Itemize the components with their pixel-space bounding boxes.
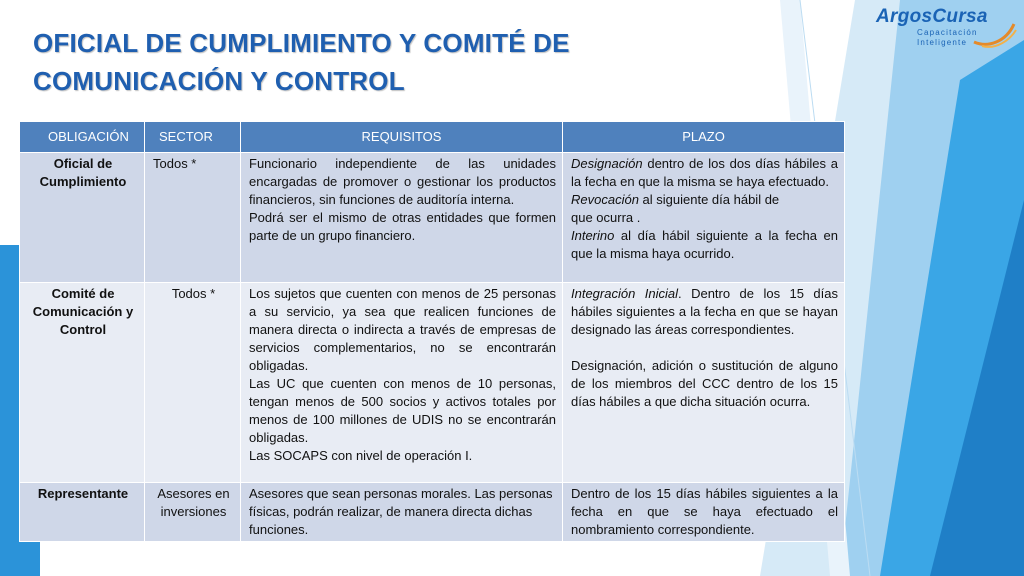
cell-plazo: Dentro de los 15 días hábiles siguientes a la fecha en que se haya efectuado el nombramiento correspondiente. [563,483,845,542]
plazo-term: Interino [571,228,615,243]
logo-tagline-line1: Capacitación [917,28,978,37]
requisito-text: Podrá ser el mismo de otras entidades que formen parte de un grupo financiero. [249,210,556,243]
cell-obligacion: Comité de Comunicación y Control [20,283,145,483]
requisito-text: Las UC que cuenten con menos de 10 personas, tengan menos de 500 socios y activos totales por menos de 100 millones de UDIS no se encontrarán obligadas. [249,376,556,445]
slide-title [33,24,570,100]
requisito-text: Funcionario independiente de las unidades encargadas de promover o gestionar los productos financieros, sin funciones de auditoría interna. [249,156,556,207]
header-sector: SECTOR [145,122,241,153]
table-row [20,153,845,283]
argoscursa-logo [868,6,1018,50]
header-obligacion: OBLIGACIÓN [20,122,145,153]
requisito-text: Las SOCAPS con nivel de operación I. [249,448,473,463]
cell-requisitos [241,483,563,542]
plazo-term: Revocación [571,192,639,207]
logo-tagline [917,28,978,48]
cell-sector: Asesores en inversiones [145,483,241,542]
plazo-text: dentro de los dos días hábiles a la fecha en que la misma se haya efectuado. [571,156,838,189]
plazo-text: al día hábil siguiente a la fecha en que la misma haya ocurrido. [571,228,838,261]
plazo-designacion: Designación, adición o sustitución de alguno de los miembros del CCC dentro de los 15 días hábiles a que dicha situación ocurra. [571,358,838,409]
header-plazo: PLAZO [563,122,845,153]
cell-obligacion: Representante [20,483,145,542]
plazo-term: Integración Inicial [571,286,679,301]
plazo-term: Designación [571,156,643,171]
logo-tagline-line2: Inteligente [917,38,968,47]
plazo-designacion [571,155,838,191]
cell-requisitos [241,283,563,483]
cell-sector: Todos * [145,283,241,483]
header-requisitos: REQUISITOS [241,122,563,153]
cell-plazo [563,283,845,483]
plazo-integracion [571,285,838,339]
requisito-text: Los sujetos que cuenten con menos de 25 personas a su servicio, ya sea que realicen funciones de manera directa o indirecta a través de empresas de servicios complementarios, no se encontrarán obligadas. [249,286,556,373]
plazo-interino [571,227,838,263]
table-row [20,483,845,542]
cell-sector: Todos * [145,153,241,283]
table-row [20,283,845,483]
requisito-text: Asesores que sean personas morales. Las personas físicas, podrán realizar, de manera directa dichas funciones. [249,486,553,537]
slide-title-line2: COMUNICACIÓN Y CONTROL [33,66,405,96]
plazo-text: . Dentro de los 15 días hábiles siguientes a la fecha en que se hayan designado las áreas correspondientes. [571,286,838,337]
logo-name: ArgosCursa [876,6,988,27]
obligations-table [19,121,845,542]
cell-plazo [563,153,845,283]
plazo-revocacion-cont: que ocurra . [571,210,641,225]
plazo-revocacion [571,191,838,209]
paragraph-gap [571,339,838,357]
cell-requisitos [241,153,563,283]
slide-title-line1: OFICIAL DE CUMPLIMIENTO Y COMITÉ DE [33,28,570,58]
table-header-row [20,122,845,153]
cell-obligacion: Oficial de Cumplimiento [20,153,145,283]
plazo-text: al siguiente día hábil de [638,192,780,207]
